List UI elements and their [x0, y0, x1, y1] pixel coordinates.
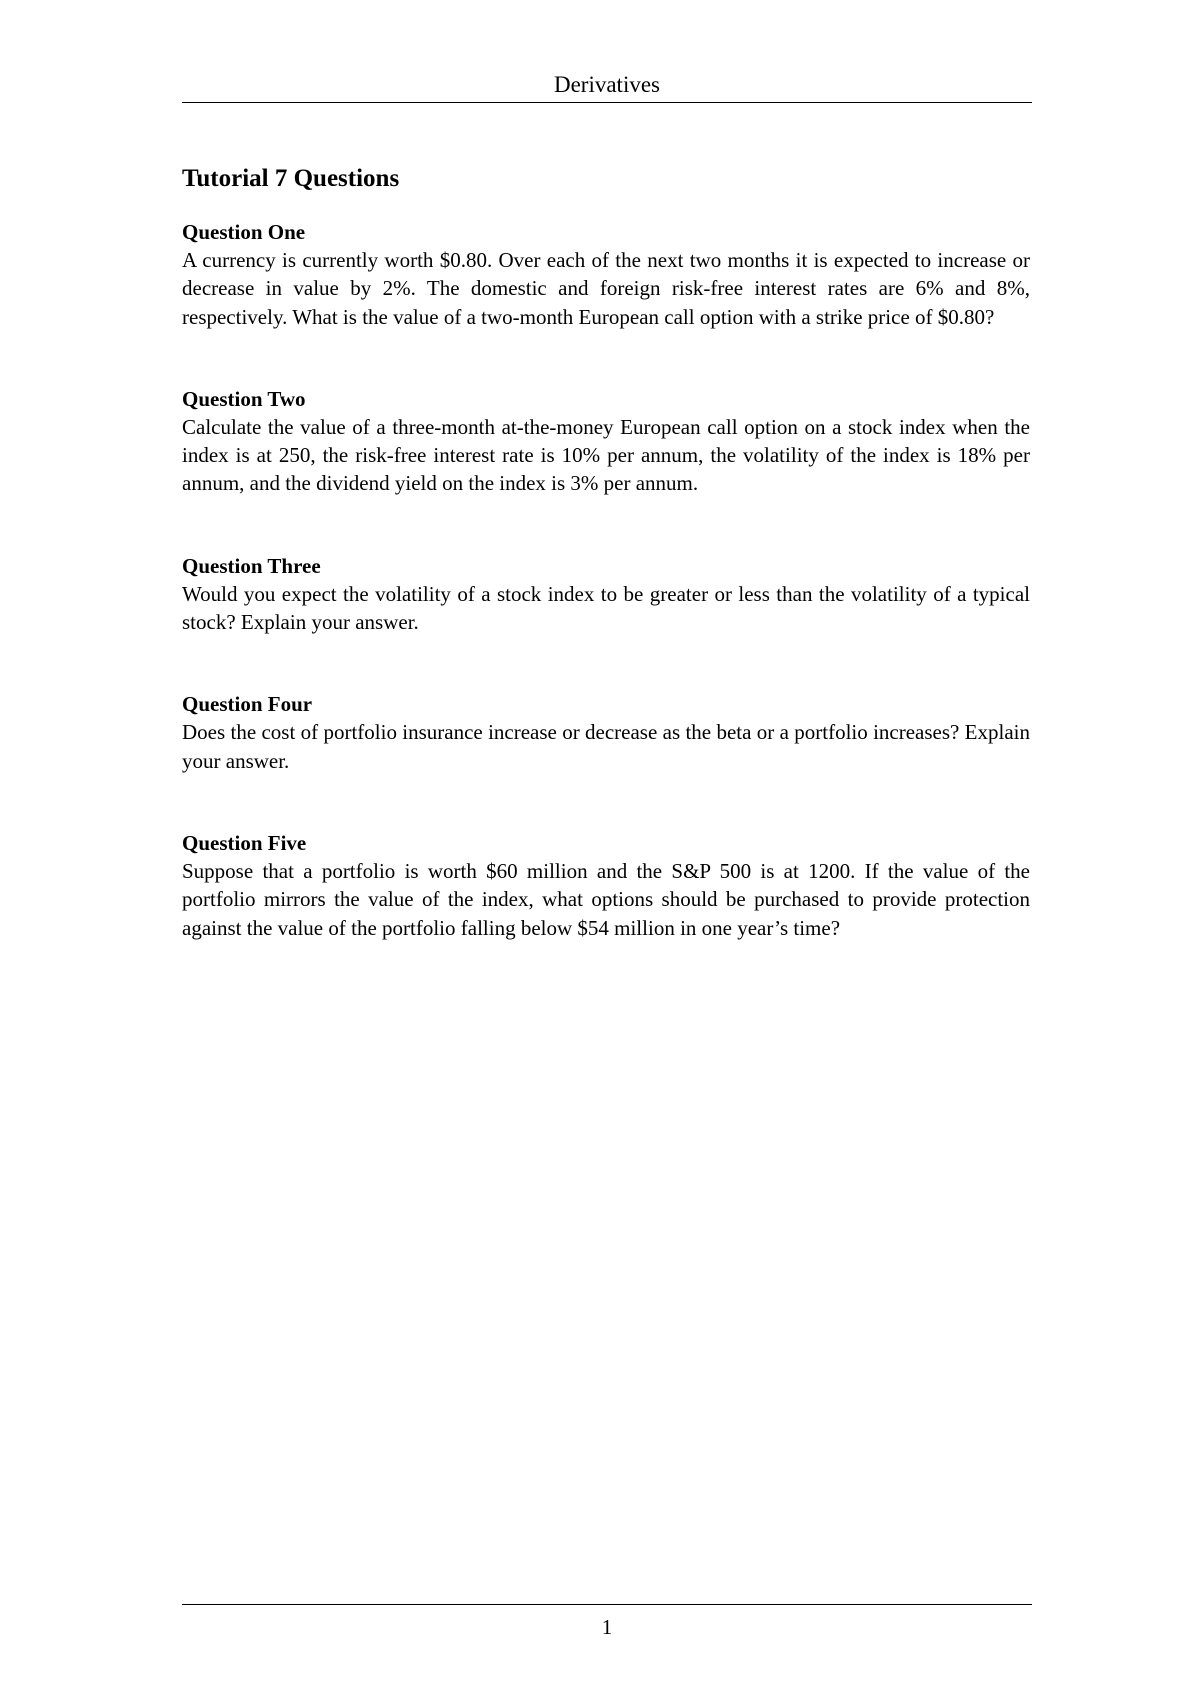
question-heading: Question Two [182, 386, 306, 411]
question-heading: Question Five [182, 830, 307, 855]
page-number: 1 [601, 1615, 613, 1639]
question-three [182, 552, 1030, 637]
question-heading: Question One [182, 220, 306, 244]
page-header: Derivatives [182, 70, 1032, 103]
question-heading: Question Four [182, 692, 313, 717]
question-text: Calculate the value of a three-month at-the-money European call option on a stock index when the index is at 250, the risk-free interest rate is 10% per annum, the volatility of the index is 18% per annum, and the dividend yield on the index is 3% per annum. [182, 414, 1030, 496]
question-text: A currency is currently worth $0.80. Over each of the next two months it is expected to increase or decrease in value by 2%. The domestic and foreign risk-free interest rates are 6% and 8%, respectively. What is the value of a two-month European call option with a strike price of $0.80? [182, 248, 1030, 329]
question-five [182, 829, 1030, 942]
question-text: Would you expect the volatility of a stock index to be greater or less than the volatility of a typical stock? Explain your answer. [182, 581, 1030, 635]
question-one [182, 218, 1030, 331]
question-heading: Question Three [182, 553, 321, 578]
question-two [182, 385, 1030, 498]
question-four [182, 690, 1030, 775]
document-body [182, 162, 1030, 942]
page-title: Tutorial 7 Questions [182, 165, 400, 192]
question-text: Suppose that a portfolio is worth $60 million and the S&P 500 is at 1200. If the value of the portfolio mirrors the value of the index, what options should be purchased to provide protection against the value of the portfolio falling below $54 million in one year’s time? [182, 858, 1030, 940]
page-footer [182, 1604, 1032, 1641]
question-text: Does the cost of portfolio insurance increase or decrease as the beta or a portfolio increases? Explain your answer. [182, 720, 1030, 773]
